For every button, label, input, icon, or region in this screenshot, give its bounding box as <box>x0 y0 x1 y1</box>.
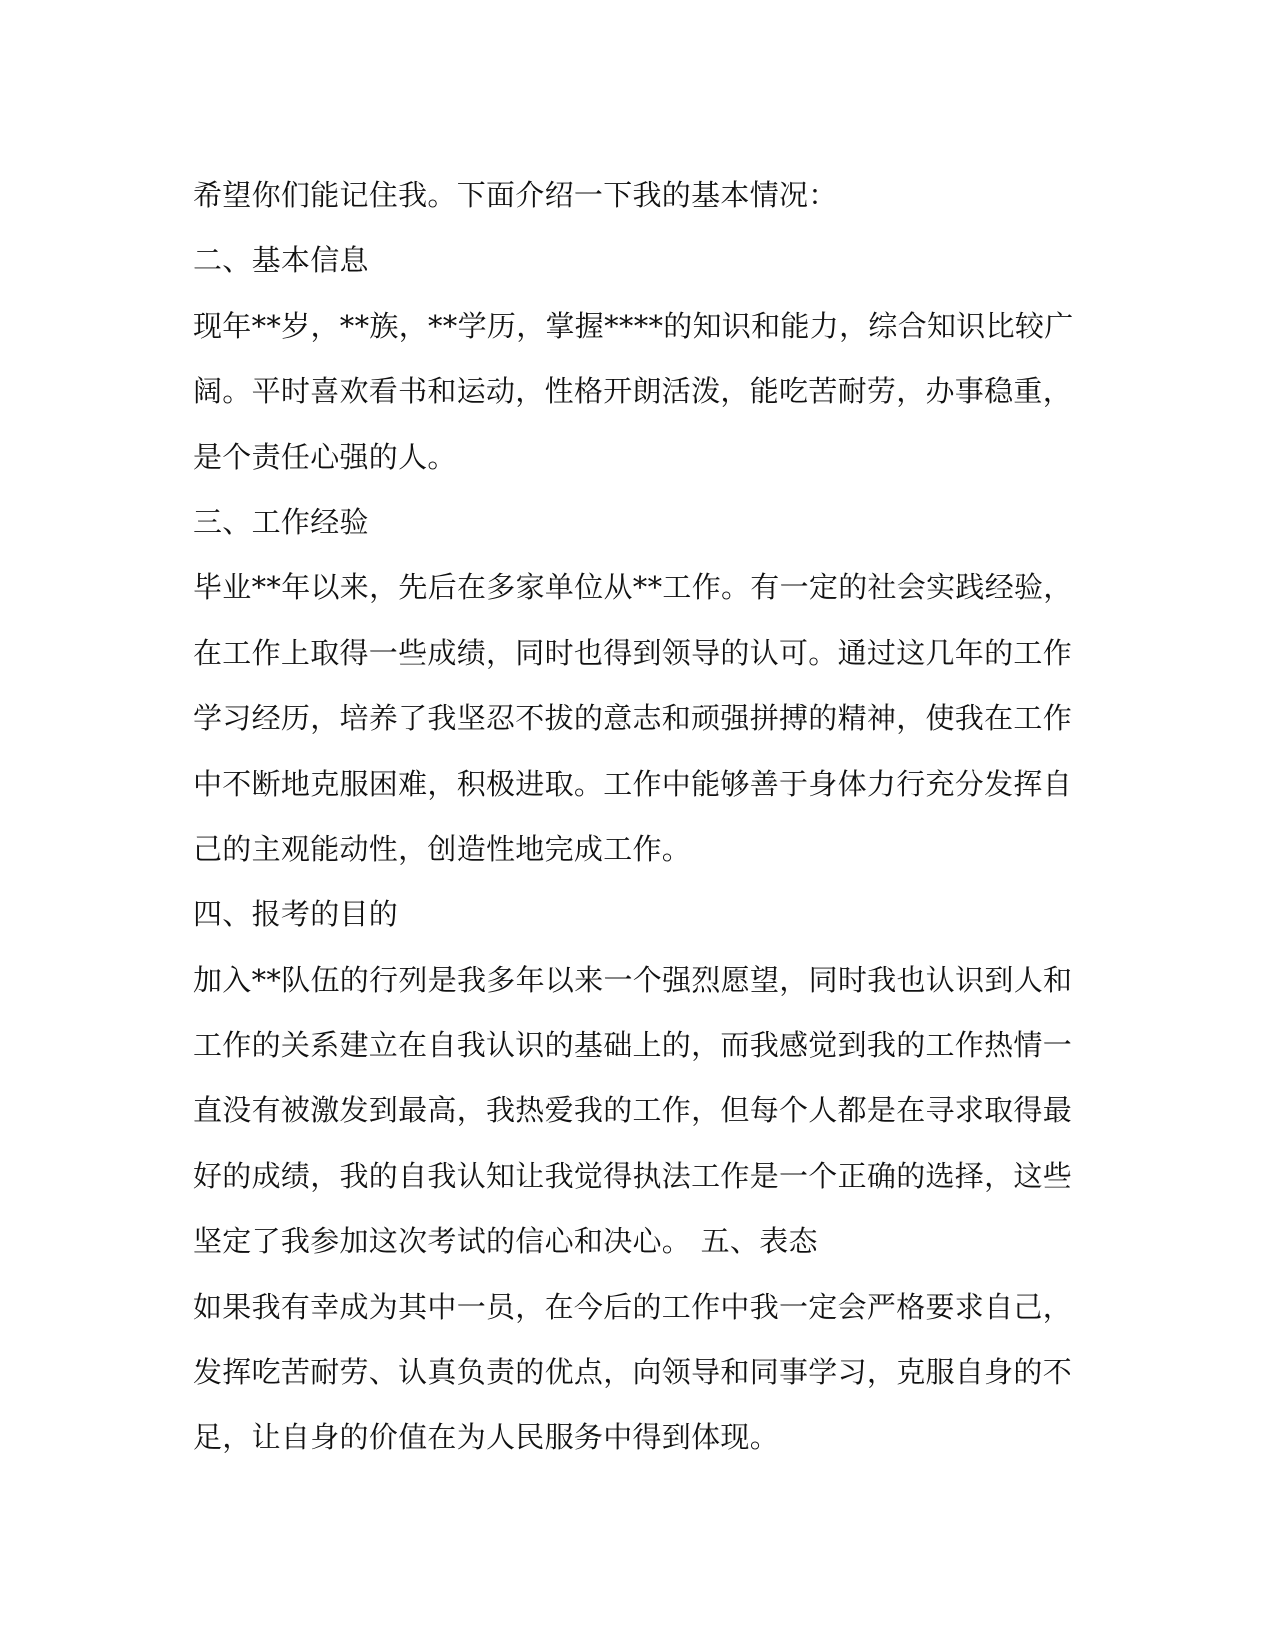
text-line: 学习经历，培养了我坚忍不拔的意志和顽强拼搏的精神，使我在工作 <box>193 701 1073 736</box>
section-heading-work-experience: 三、工作经验 <box>193 504 369 539</box>
text-line: 足，让自身的价值在为人民服务中得到体现。 <box>193 1420 780 1455</box>
text-line: 现年**岁，**族，**学历，掌握****的知识和能力，综合知识比较广 <box>193 308 1074 343</box>
text-line: 在工作上取得一些成绩，同时也得到领导的认可。通过这几年的工作 <box>193 635 1073 670</box>
text-line: 发挥吃苦耐劳、认真负责的优点，向领导和同事学习，克服自身的不 <box>193 1355 1073 1390</box>
section-heading-basic-info: 二、基本信息 <box>193 243 369 278</box>
text-line: 好的成绩，我的自我认知让我觉得执法工作是一个正确的选择，这些 <box>193 1158 1073 1193</box>
text-line-with-section-heading: 坚定了我参加这次考试的信心和决心。 五、表态 <box>193 1224 818 1259</box>
text-line: 希望你们能记住我。下面介绍一下我的基本情况： <box>193 178 838 212</box>
text-line: 是个责任心强的人。 <box>193 439 457 474</box>
section-heading-exam-purpose: 四、报考的目的 <box>193 897 399 932</box>
text-line: 中不断地克服困难，积极进取。工作中能够善于身体力行充分发挥自 <box>193 766 1073 801</box>
text-line: 工作的关系建立在自我认识的基础上的，而我感觉到我的工作热情一 <box>193 1028 1073 1063</box>
text-line: 如果我有幸成为其中一员，在今后的工作中我一定会严格要求自己， <box>193 1289 1073 1324</box>
text-line: 加入**队伍的行列是我多年以来一个强烈愿望，同时我也认识到人和 <box>193 962 1073 997</box>
text-line: 己的主观能动性，创造性地完成工作。 <box>193 831 692 866</box>
text-line: 毕业**年以来，先后在多家单位从**工作。有一定的社会实践经验， <box>193 570 1073 605</box>
text-line: 阔。平时喜欢看书和运动，性格开朗活泼，能吃苦耐劳，办事稳重， <box>193 374 1073 409</box>
document-body <box>193 163 1083 1471</box>
text-line: 直没有被激发到最高，我热爱我的工作，但每个人都是在寻求取得最 <box>193 1093 1073 1128</box>
